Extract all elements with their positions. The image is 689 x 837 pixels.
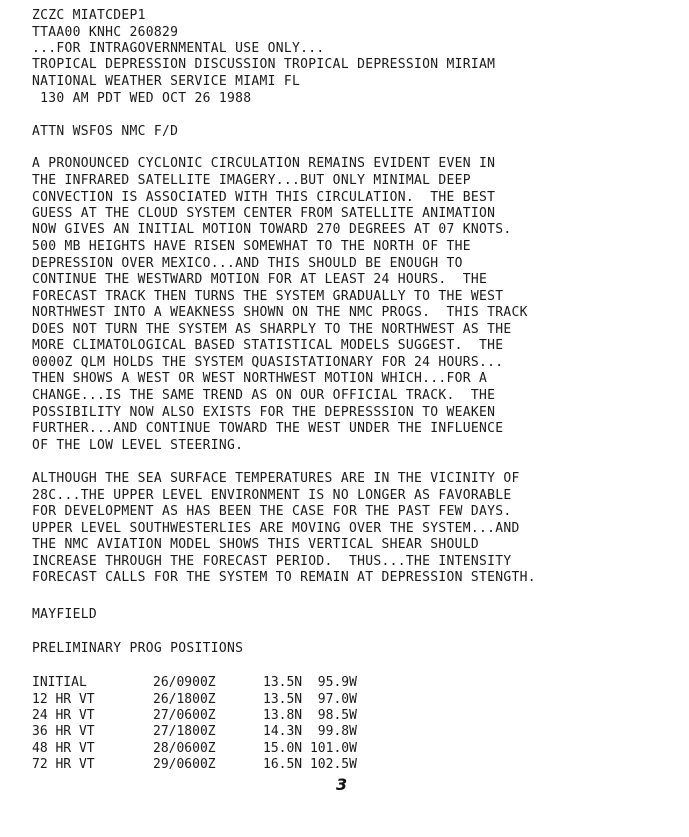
- prog-row: [32, 708, 357, 724]
- para1-line-3: CONVECTION IS ASSOCIATED WITH THIS CIRCULATION. THE BEST: [32, 190, 496, 205]
- prog-time: 28/0600Z: [153, 741, 216, 756]
- para1-line-13: 0000Z QLM HOLDS THE SYSTEM QUASISTATIONARY FOR 24 HOURS...: [32, 355, 504, 370]
- prog-position: 13.8N 98.5W: [263, 708, 357, 723]
- para2-line-5: THE NMC AVIATION MODEL SHOWS THIS VERTICAL SHEAR SHOULD: [32, 537, 479, 552]
- prog-label: 36 HR VT: [32, 724, 95, 739]
- prog-row: [32, 692, 357, 708]
- handwritten-correction: 3: [336, 775, 348, 794]
- para2-line-4: UPPER LEVEL SOUTHWESTERLIES ARE MOVING OVER THE SYSTEM...AND: [32, 521, 520, 536]
- prog-time: 29/0600Z: [153, 757, 216, 772]
- signature: MAYFIELD: [32, 607, 98, 622]
- prog-position: 13.5N 95.9W: [263, 675, 357, 690]
- header-line-2: TTAA00 KNHC 260829: [32, 25, 179, 40]
- prog-time: 27/0600Z: [153, 708, 216, 723]
- prog-row: [32, 675, 357, 691]
- header-line-4: TROPICAL DEPRESSION DISCUSSION TROPICAL DEPRESSION MIRIAM: [32, 57, 496, 72]
- header-line-1: ZCZC MIATCDEP1: [32, 8, 146, 23]
- para1-line-14: THEN SHOWS A WEST OR WEST NORTHWEST MOTION WHICH...FOR A: [32, 371, 488, 386]
- para2-line-6: INCREASE THROUGH THE FORECAST PERIOD. THUS...THE INTENSITY: [32, 554, 512, 569]
- para1-line-11: DOES NOT TURN THE SYSTEM AS SHARPLY TO THE NORTHWEST AS THE: [32, 322, 512, 337]
- para2-line-7: FORECAST CALLS FOR THE SYSTEM TO REMAIN AT DEPRESSION STENGTH.: [32, 570, 536, 585]
- para1-line-10: NORTHWEST INTO A WEAKNESS SHOWN ON THE NMC PROGS. THIS TRACK: [32, 305, 528, 320]
- para1-line-1: A PRONOUNCED CYCLONIC CIRCULATION REMAINS EVIDENT EVEN IN: [32, 156, 496, 171]
- prog-position: 15.0N 101.0W: [263, 741, 357, 756]
- para1-line-8: CONTINUE THE WESTWARD MOTION FOR AT LEAST 24 HOURS. THE: [32, 272, 488, 287]
- prog-label: INITIAL: [32, 675, 87, 690]
- header-line-3: ...FOR INTRAGOVERNMENTAL USE ONLY...: [32, 41, 325, 56]
- para1-line-2: THE INFRARED SATELLITE IMAGERY...BUT ONLY MINIMAL DEEP: [32, 173, 471, 188]
- para1-line-6: 500 MB HEIGHTS HAVE RISEN SOMEWHAT TO THE NORTH OF THE: [32, 239, 471, 254]
- prog-position: 13.5N 97.0W: [263, 692, 357, 707]
- prog-label: 72 HR VT: [32, 757, 95, 772]
- prog-time: 27/1800Z: [153, 724, 216, 739]
- para1-line-17: FURTHER...AND CONTINUE TOWARD THE WEST UNDER THE INFLUENCE: [32, 421, 504, 436]
- prog-title: PRELIMINARY PROG POSITIONS: [32, 641, 244, 656]
- para1-line-7: DEPRESSION OVER MEXICO...AND THIS SHOULD BE ENOUGH TO: [32, 256, 463, 271]
- prog-row: [32, 724, 357, 740]
- prog-position: 16.5N 102.5W: [263, 757, 357, 772]
- prog-label: 24 HR VT: [32, 708, 95, 723]
- para2-line-1: ALTHOUGH THE SEA SURFACE TEMPERATURES ARE IN THE VICINITY OF: [32, 471, 520, 486]
- para1-line-18: OF THE LOW LEVEL STEERING.: [32, 438, 244, 453]
- prog-row: [32, 741, 357, 757]
- header-line-5: NATIONAL WEATHER SERVICE MIAMI FL: [32, 74, 301, 89]
- prog-label: 48 HR VT: [32, 741, 95, 756]
- para2-line-2: 28C...THE UPPER LEVEL ENVIRONMENT IS NO LONGER AS FAVORABLE: [32, 488, 512, 503]
- prog-row: [32, 757, 357, 773]
- prog-time: 26/0900Z: [153, 675, 216, 690]
- para1-line-12: MORE CLIMATOLOGICAL BASED STATISTICAL MODELS SUGGEST. THE: [32, 338, 504, 353]
- para1-line-4: GUESS AT THE CLOUD SYSTEM CENTER FROM SATELLITE ANIMATION: [32, 206, 496, 221]
- para1-line-16: POSSIBILITY NOW ALSO EXISTS FOR THE DEPRESSSION TO WEAKEN: [32, 405, 496, 420]
- para1-line-5: NOW GIVES AN INITIAL MOTION TOWARD 270 DEGREES AT 07 KNOTS.: [32, 222, 512, 237]
- prog-label: 12 HR VT: [32, 692, 95, 707]
- para1-line-15: CHANGE...IS THE SAME TREND AS ON OUR OFFICIAL TRACK. THE: [32, 388, 496, 403]
- para1-line-9: FORECAST TRACK THEN TURNS THE SYSTEM GRADUALLY TO THE WEST: [32, 289, 504, 304]
- header-line-6: 130 AM PDT WED OCT 26 1988: [32, 91, 252, 106]
- prog-position: 14.3N 99.8W: [263, 724, 357, 739]
- prog-time: 26/1800Z: [153, 692, 216, 707]
- para2-line-3: FOR DEVELOPMENT AS HAS BEEN THE CASE FOR THE PAST FEW DAYS.: [32, 504, 512, 519]
- attn-line: ATTN WSFOS NMC F/D: [32, 124, 179, 139]
